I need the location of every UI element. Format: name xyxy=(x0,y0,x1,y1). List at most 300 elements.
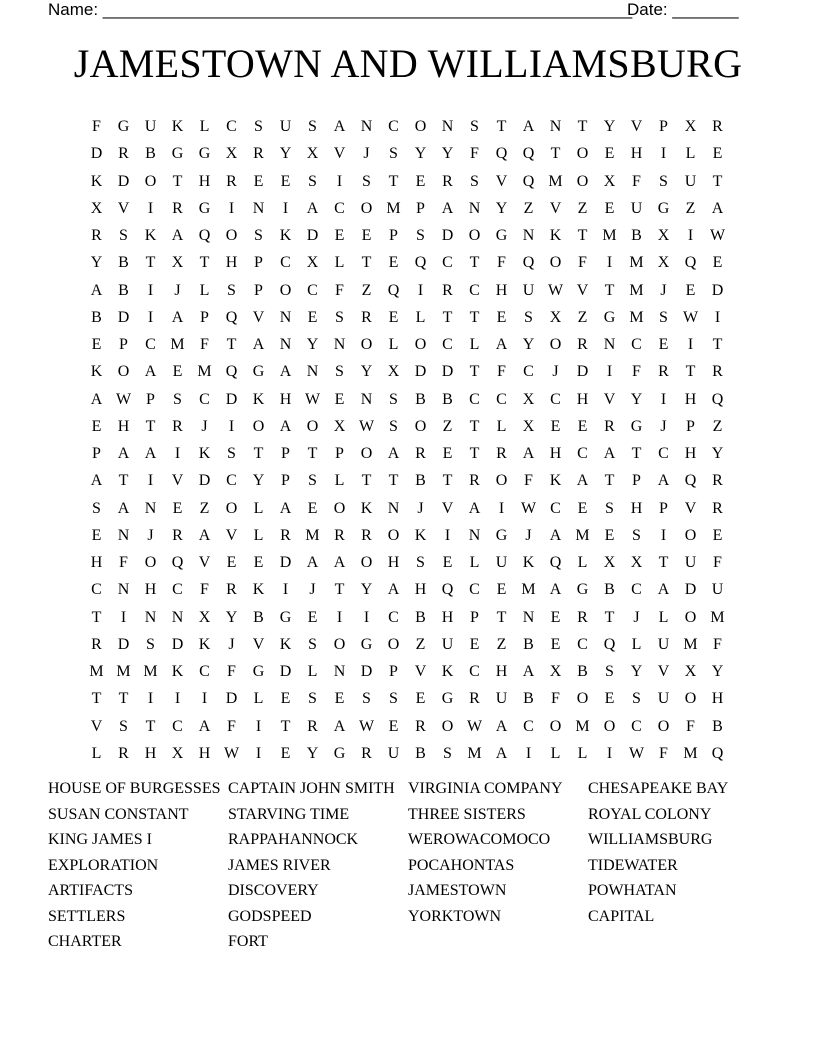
grid-letter[interactable]: B xyxy=(118,254,129,272)
grid-letter[interactable]: W xyxy=(223,744,240,762)
grid-letter[interactable]: V xyxy=(576,281,589,299)
grid-letter[interactable]: K xyxy=(279,227,292,244)
grid-letter[interactable]: Y xyxy=(630,663,643,680)
grid-letter[interactable]: I xyxy=(606,254,613,272)
grid-letter[interactable]: X xyxy=(549,308,562,326)
grid-letter[interactable]: L xyxy=(334,254,345,272)
grid-letter[interactable]: S xyxy=(335,363,344,381)
grid-letter[interactable]: I xyxy=(687,336,694,353)
grid-letter[interactable]: E xyxy=(712,526,723,544)
grid-letter[interactable]: Z xyxy=(577,199,588,217)
grid-letter[interactable]: J xyxy=(363,145,370,163)
grid-letter[interactable]: R xyxy=(172,199,183,217)
grid-letter[interactable]: T xyxy=(577,118,588,135)
grid-letter[interactable]: L xyxy=(199,281,210,299)
grid-letter[interactable]: X xyxy=(306,254,319,272)
grid-letter[interactable]: B xyxy=(577,663,588,680)
grid-letter[interactable]: G xyxy=(657,199,670,217)
grid-letter[interactable]: B xyxy=(523,635,534,653)
grid-letter[interactable]: E xyxy=(604,145,615,163)
grid-letter[interactable]: K xyxy=(171,118,184,135)
grid-letter[interactable]: I xyxy=(363,608,370,626)
grid-letter[interactable]: H xyxy=(495,281,508,299)
grid-letter[interactable]: O xyxy=(360,554,373,571)
grid-letter[interactable]: L xyxy=(199,118,210,135)
grid-letter[interactable]: D xyxy=(171,635,184,653)
grid-letter[interactable]: P xyxy=(659,118,668,135)
grid-letter[interactable]: F xyxy=(551,690,560,708)
grid-letter[interactable]: T xyxy=(658,554,669,571)
grid-letter[interactable]: A xyxy=(171,227,184,244)
grid-letter[interactable]: P xyxy=(119,336,128,353)
grid-letter[interactable]: L xyxy=(550,744,561,762)
grid-letter[interactable]: T xyxy=(91,608,102,626)
grid-letter[interactable]: F xyxy=(200,581,209,599)
grid-letter[interactable]: A xyxy=(117,499,130,517)
grid-letter[interactable]: T xyxy=(334,581,345,599)
grid-letter[interactable]: I xyxy=(282,199,289,217)
grid-letter[interactable]: A xyxy=(468,499,481,517)
grid-letter[interactable]: T xyxy=(145,417,156,435)
grid-letter[interactable]: D xyxy=(279,554,292,571)
grid-letter[interactable]: K xyxy=(414,526,427,544)
grid-letter[interactable]: F xyxy=(686,717,695,735)
grid-letter[interactable]: J xyxy=(552,363,559,381)
grid-letter[interactable]: P xyxy=(470,608,479,626)
grid-letter[interactable]: I xyxy=(147,281,154,299)
grid-letter[interactable]: G xyxy=(441,690,454,708)
grid-letter[interactable]: O xyxy=(360,336,373,353)
grid-letter[interactable]: L xyxy=(685,145,696,163)
grid-letter[interactable]: S xyxy=(362,690,371,708)
grid-letter[interactable]: R xyxy=(361,744,372,762)
grid-letter[interactable]: Y xyxy=(630,390,643,408)
grid-letter[interactable]: D xyxy=(576,363,589,381)
grid-letter[interactable]: A xyxy=(495,336,508,353)
grid-letter[interactable]: B xyxy=(604,581,615,599)
grid-letter[interactable]: S xyxy=(173,390,182,408)
grid-letter[interactable]: R xyxy=(712,472,723,490)
grid-letter[interactable]: Q xyxy=(495,145,508,163)
grid-letter[interactable]: A xyxy=(576,472,589,490)
grid-letter[interactable]: G xyxy=(252,663,265,680)
grid-letter[interactable]: J xyxy=(660,281,667,299)
grid-letter[interactable]: S xyxy=(632,690,641,708)
grid-letter[interactable]: H xyxy=(90,554,103,571)
grid-letter[interactable]: D xyxy=(117,172,130,190)
grid-letter[interactable]: V xyxy=(333,145,346,163)
grid-letter[interactable]: K xyxy=(90,363,103,381)
grid-letter[interactable]: O xyxy=(225,227,238,244)
grid-letter[interactable]: M xyxy=(521,581,536,599)
grid-letter[interactable]: T xyxy=(550,145,561,163)
grid-letter[interactable]: A xyxy=(657,472,670,490)
grid-letter[interactable]: I xyxy=(228,417,235,435)
grid-letter[interactable]: N xyxy=(603,336,616,353)
grid-letter[interactable]: H xyxy=(198,172,211,190)
grid-letter[interactable]: A xyxy=(279,417,292,435)
grid-letter[interactable]: L xyxy=(496,417,507,435)
grid-letter[interactable]: C xyxy=(631,717,642,735)
grid-letter[interactable]: S xyxy=(389,417,398,435)
grid-letter[interactable]: P xyxy=(200,308,209,326)
grid-letter[interactable]: O xyxy=(549,336,562,353)
grid-letter[interactable]: F xyxy=(713,635,722,653)
grid-letter[interactable]: S xyxy=(470,118,479,135)
grid-letter[interactable]: X xyxy=(657,227,670,244)
grid-letter[interactable]: Z xyxy=(361,281,372,299)
grid-letter[interactable]: E xyxy=(415,690,426,708)
grid-letter[interactable]: N xyxy=(468,526,481,544)
grid-letter[interactable]: C xyxy=(469,581,480,599)
grid-letter[interactable]: H xyxy=(279,390,292,408)
grid-letter[interactable]: H xyxy=(144,581,157,599)
grid-letter[interactable]: S xyxy=(308,472,317,490)
grid-letter[interactable]: L xyxy=(388,336,399,353)
grid-letter[interactable]: I xyxy=(660,390,667,408)
grid-letter[interactable]: C xyxy=(496,390,507,408)
grid-letter[interactable]: S xyxy=(470,172,479,190)
grid-letter[interactable]: B xyxy=(91,308,102,326)
grid-letter[interactable]: P xyxy=(659,499,668,517)
grid-letter[interactable]: B xyxy=(631,227,642,244)
grid-letter[interactable]: S xyxy=(389,390,398,408)
grid-letter[interactable]: I xyxy=(255,717,262,735)
grid-letter[interactable]: S xyxy=(362,172,371,190)
grid-letter[interactable]: P xyxy=(281,445,290,462)
grid-letter[interactable]: T xyxy=(172,172,183,190)
grid-letter[interactable]: Q xyxy=(441,581,454,599)
grid-letter[interactable]: R xyxy=(577,336,588,353)
grid-letter[interactable]: C xyxy=(199,390,210,408)
grid-letter[interactable]: N xyxy=(333,663,346,680)
grid-letter[interactable]: K xyxy=(198,635,211,653)
grid-letter[interactable]: K xyxy=(522,554,535,571)
grid-letter[interactable]: V xyxy=(684,499,697,517)
grid-letter[interactable]: H xyxy=(495,663,508,680)
grid-letter[interactable]: W xyxy=(628,744,645,762)
grid-letter[interactable]: R xyxy=(712,499,723,517)
grid-letter[interactable]: X xyxy=(171,254,184,272)
grid-letter[interactable]: R xyxy=(361,526,372,544)
grid-letter[interactable]: S xyxy=(659,308,668,326)
grid-letter[interactable]: D xyxy=(414,363,427,381)
grid-letter[interactable]: T xyxy=(388,472,399,490)
grid-letter[interactable]: T xyxy=(199,254,210,272)
grid-letter[interactable]: F xyxy=(227,717,236,735)
grid-letter[interactable]: L xyxy=(253,690,264,708)
grid-letter[interactable]: A xyxy=(522,118,535,135)
grid-letter[interactable]: P xyxy=(632,472,641,490)
grid-letter[interactable]: F xyxy=(92,118,101,135)
grid-letter[interactable]: N xyxy=(468,199,481,217)
grid-letter[interactable]: X xyxy=(225,145,238,163)
grid-letter[interactable]: D xyxy=(225,390,238,408)
grid-letter[interactable]: F xyxy=(497,363,506,381)
grid-letter[interactable]: E xyxy=(307,308,318,326)
grid-letter[interactable]: P xyxy=(146,390,155,408)
grid-letter[interactable]: Q xyxy=(684,472,697,490)
grid-letter[interactable]: M xyxy=(170,336,185,353)
grid-letter[interactable]: V xyxy=(171,472,184,490)
grid-letter[interactable]: L xyxy=(334,472,345,490)
grid-letter[interactable]: V xyxy=(198,554,211,571)
grid-letter[interactable]: C xyxy=(631,581,642,599)
grid-letter[interactable]: A xyxy=(711,199,724,217)
grid-letter[interactable]: K xyxy=(171,663,184,680)
grid-letter[interactable]: Y xyxy=(711,663,724,680)
grid-letter[interactable]: E xyxy=(685,281,696,299)
grid-letter[interactable]: X xyxy=(603,554,616,571)
grid-letter[interactable]: N xyxy=(279,336,292,353)
grid-letter[interactable]: U xyxy=(495,690,508,708)
grid-letter[interactable]: Q xyxy=(711,390,724,408)
grid-letter[interactable]: Y xyxy=(360,581,373,599)
grid-letter[interactable]: O xyxy=(684,526,697,544)
grid-letter[interactable]: M xyxy=(629,308,644,326)
grid-letter[interactable]: X xyxy=(657,254,670,272)
grid-letter[interactable]: I xyxy=(417,281,424,299)
grid-letter[interactable]: T xyxy=(253,445,264,462)
grid-letter[interactable]: D xyxy=(360,663,373,680)
grid-letter[interactable]: N xyxy=(360,390,373,408)
grid-letter[interactable]: E xyxy=(496,308,507,326)
grid-letter[interactable]: E xyxy=(550,635,561,653)
grid-letter[interactable]: P xyxy=(389,663,398,680)
grid-letter[interactable]: M xyxy=(548,172,563,190)
grid-letter[interactable]: T xyxy=(496,608,507,626)
grid-letter[interactable]: R xyxy=(442,281,453,299)
grid-letter[interactable]: N xyxy=(252,199,265,217)
grid-letter[interactable]: H xyxy=(198,744,211,762)
grid-letter[interactable]: K xyxy=(144,227,157,244)
grid-letter[interactable]: S xyxy=(605,499,614,517)
grid-letter[interactable]: N xyxy=(279,308,292,326)
grid-letter[interactable]: W xyxy=(466,717,483,735)
grid-letter[interactable]: D xyxy=(684,581,697,599)
grid-letter[interactable]: G xyxy=(117,118,130,135)
grid-letter[interactable]: G xyxy=(495,227,508,244)
grid-letter[interactable]: R xyxy=(307,717,318,735)
grid-letter[interactable]: E xyxy=(91,336,102,353)
grid-letter[interactable]: E xyxy=(712,145,723,163)
grid-letter[interactable]: P xyxy=(416,199,425,217)
grid-letter[interactable]: Y xyxy=(306,336,319,353)
grid-letter[interactable]: X xyxy=(333,417,346,435)
grid-letter[interactable]: V xyxy=(549,199,562,217)
grid-letter[interactable]: O xyxy=(549,717,562,735)
grid-letter[interactable]: G xyxy=(333,744,346,762)
grid-letter[interactable]: N xyxy=(522,608,535,626)
grid-letter[interactable]: I xyxy=(336,608,343,626)
grid-letter[interactable]: T xyxy=(577,227,588,244)
grid-letter[interactable]: W xyxy=(682,308,699,326)
grid-letter[interactable]: M xyxy=(467,744,482,762)
grid-letter[interactable]: R xyxy=(91,635,102,653)
grid-letter[interactable]: Z xyxy=(415,635,426,653)
grid-letter[interactable]: A xyxy=(198,717,211,735)
grid-letter[interactable]: X xyxy=(171,744,184,762)
grid-letter[interactable]: K xyxy=(360,499,373,517)
grid-letter[interactable]: E xyxy=(604,690,615,708)
grid-letter[interactable]: F xyxy=(632,172,641,190)
grid-letter[interactable]: X xyxy=(90,199,103,217)
grid-letter[interactable]: B xyxy=(145,145,156,163)
grid-letter[interactable]: F xyxy=(227,663,236,680)
grid-letter[interactable]: V xyxy=(117,199,130,217)
grid-letter[interactable]: K xyxy=(441,663,454,680)
grid-letter[interactable]: L xyxy=(577,554,588,571)
grid-letter[interactable]: C xyxy=(172,581,183,599)
grid-letter[interactable]: S xyxy=(92,499,101,517)
grid-letter[interactable]: R xyxy=(361,308,372,326)
grid-letter[interactable]: R xyxy=(442,172,453,190)
grid-letter[interactable]: S xyxy=(389,690,398,708)
grid-letter[interactable]: Q xyxy=(414,254,427,272)
grid-letter[interactable]: L xyxy=(658,608,669,626)
grid-letter[interactable]: H xyxy=(684,390,697,408)
grid-letter[interactable]: C xyxy=(91,581,102,599)
grid-letter[interactable]: F xyxy=(578,254,587,272)
grid-letter[interactable]: L xyxy=(91,744,102,762)
grid-letter[interactable]: J xyxy=(660,417,667,435)
grid-letter[interactable]: R xyxy=(712,363,723,381)
grid-letter[interactable]: Y xyxy=(414,145,427,163)
grid-letter[interactable]: L xyxy=(469,336,480,353)
grid-letter[interactable]: T xyxy=(442,308,453,326)
grid-letter[interactable]: Z xyxy=(199,499,210,517)
grid-letter[interactable]: S xyxy=(308,635,317,653)
grid-letter[interactable]: E xyxy=(307,608,318,626)
grid-letter[interactable]: O xyxy=(117,363,130,381)
grid-letter[interactable]: E xyxy=(550,417,561,435)
grid-letter[interactable]: O xyxy=(684,608,697,626)
grid-letter[interactable]: C xyxy=(307,281,318,299)
grid-letter[interactable]: N xyxy=(117,526,130,544)
grid-letter[interactable]: N xyxy=(144,499,157,517)
grid-letter[interactable]: O xyxy=(225,499,238,517)
grid-letter[interactable]: H xyxy=(387,554,400,571)
grid-letter[interactable]: X xyxy=(630,554,643,571)
grid-letter[interactable]: A xyxy=(657,581,670,599)
grid-letter[interactable]: G xyxy=(279,608,292,626)
grid-letter[interactable]: Z xyxy=(685,199,696,217)
grid-letter[interactable]: I xyxy=(336,172,343,190)
grid-letter[interactable]: O xyxy=(252,417,265,435)
grid-letter[interactable]: Z xyxy=(523,199,534,217)
grid-letter[interactable]: V xyxy=(630,118,643,135)
grid-letter[interactable]: O xyxy=(333,635,346,653)
grid-letter[interactable]: U xyxy=(684,172,697,190)
grid-letter[interactable]: Q xyxy=(387,281,400,299)
grid-letter[interactable]: S xyxy=(389,145,398,163)
grid-letter[interactable]: S xyxy=(524,308,533,326)
grid-letter[interactable]: C xyxy=(172,717,183,735)
grid-letter[interactable]: Y xyxy=(279,145,292,163)
grid-letter[interactable]: I xyxy=(228,199,235,217)
grid-letter[interactable]: Y xyxy=(360,363,373,381)
grid-letter[interactable]: E xyxy=(388,717,399,735)
grid-letter[interactable]: S xyxy=(146,635,155,653)
grid-letter[interactable]: A xyxy=(441,199,454,217)
grid-letter[interactable]: U xyxy=(279,118,292,135)
grid-letter[interactable]: A xyxy=(522,663,535,680)
grid-letter[interactable]: L xyxy=(415,308,426,326)
grid-letter[interactable]: Z xyxy=(712,417,723,435)
grid-letter[interactable]: T xyxy=(145,717,156,735)
grid-letter[interactable]: N xyxy=(441,118,454,135)
grid-letter[interactable]: T xyxy=(604,472,615,490)
grid-letter[interactable]: T xyxy=(469,445,480,462)
grid-letter[interactable]: F xyxy=(659,744,668,762)
grid-letter[interactable]: R xyxy=(577,608,588,626)
grid-letter[interactable]: P xyxy=(335,445,344,462)
grid-letter[interactable]: E xyxy=(442,554,453,571)
grid-letter[interactable]: X xyxy=(387,363,400,381)
grid-letter[interactable]: B xyxy=(415,608,426,626)
grid-letter[interactable]: L xyxy=(577,744,588,762)
grid-letter[interactable]: A xyxy=(549,526,562,544)
grid-letter[interactable]: F xyxy=(632,363,641,381)
grid-letter[interactable]: Y xyxy=(252,472,265,490)
grid-letter[interactable]: O xyxy=(576,172,589,190)
grid-letter[interactable]: X xyxy=(603,172,616,190)
grid-letter[interactable]: R xyxy=(253,145,264,163)
grid-letter[interactable]: E xyxy=(604,199,615,217)
grid-letter[interactable]: M xyxy=(710,608,725,626)
grid-letter[interactable]: Q xyxy=(225,308,238,326)
grid-letter[interactable]: C xyxy=(631,336,642,353)
grid-letter[interactable]: V xyxy=(252,308,265,326)
grid-letter[interactable]: T xyxy=(145,254,156,272)
grid-letter[interactable]: A xyxy=(279,363,292,381)
grid-letter[interactable]: A xyxy=(333,554,346,571)
grid-letter[interactable]: A xyxy=(549,581,562,599)
grid-letter[interactable]: A xyxy=(198,526,211,544)
grid-letter[interactable]: U xyxy=(387,744,400,762)
grid-letter[interactable]: R xyxy=(415,445,426,462)
grid-letter[interactable]: I xyxy=(174,690,181,708)
grid-letter[interactable]: H xyxy=(630,499,643,517)
grid-letter[interactable]: E xyxy=(307,499,318,517)
grid-letter[interactable]: Q xyxy=(522,254,535,272)
grid-letter[interactable]: Q xyxy=(522,145,535,163)
grid-letter[interactable]: E xyxy=(253,172,264,190)
grid-letter[interactable]: E xyxy=(361,227,372,244)
grid-letter[interactable]: D xyxy=(117,308,130,326)
grid-letter[interactable]: U xyxy=(657,635,670,653)
grid-letter[interactable]: A xyxy=(279,499,292,517)
grid-letter[interactable]: T xyxy=(442,472,453,490)
grid-letter[interactable]: L xyxy=(307,663,318,680)
grid-letter[interactable]: I xyxy=(444,526,451,544)
grid-letter[interactable]: W xyxy=(358,717,375,735)
grid-letter[interactable]: M xyxy=(116,663,131,680)
grid-letter[interactable]: X xyxy=(198,608,211,626)
grid-letter[interactable]: R xyxy=(226,172,237,190)
grid-letter[interactable]: Q xyxy=(603,635,616,653)
grid-letter[interactable]: I xyxy=(255,744,262,762)
grid-letter[interactable]: W xyxy=(358,417,375,435)
grid-letter[interactable]: B xyxy=(253,608,264,626)
grid-letter[interactable]: G xyxy=(495,526,508,544)
grid-letter[interactable]: O xyxy=(333,499,346,517)
grid-letter[interactable]: M xyxy=(683,635,698,653)
grid-letter[interactable]: J xyxy=(228,635,235,653)
grid-letter[interactable]: O xyxy=(144,554,157,571)
grid-letter[interactable]: I xyxy=(174,445,181,462)
grid-letter[interactable]: B xyxy=(415,472,426,490)
